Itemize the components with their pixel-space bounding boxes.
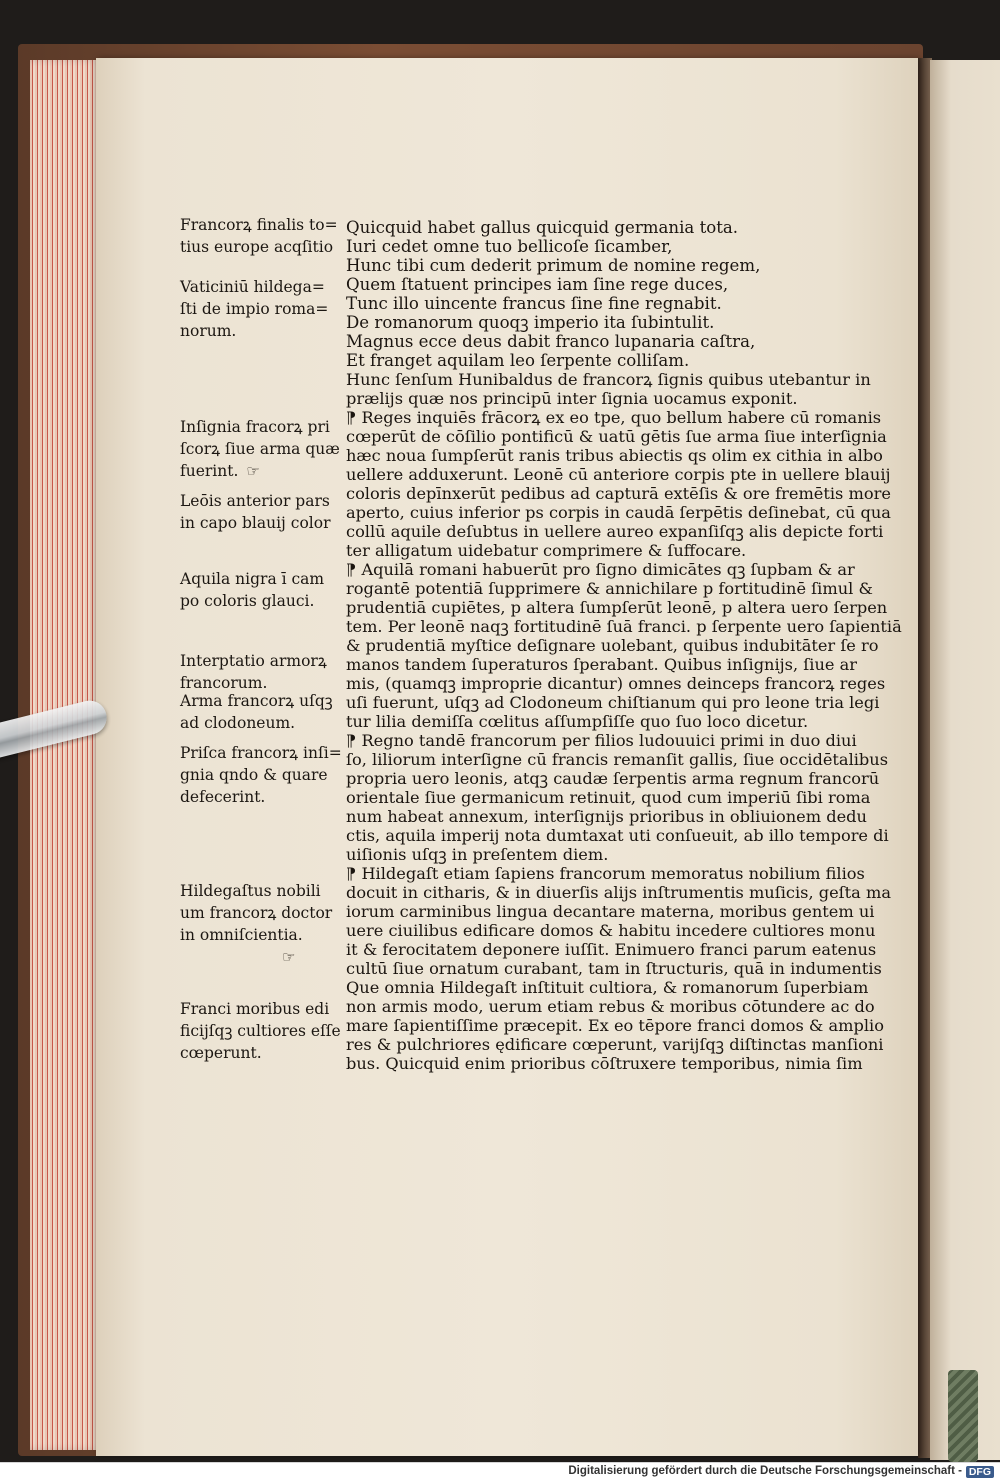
margin-note-line: um francorꝝ doctor xyxy=(180,904,333,922)
footer-bar xyxy=(0,1462,1000,1484)
text-line: Que omnia Hildegaſt inſtituit cultiora, & romanorum ſuperbiam xyxy=(346,978,869,997)
text-line: Et franget aquilam leo ſerpente colliſam. xyxy=(346,351,690,370)
margin-note xyxy=(180,490,340,534)
text-line: tur lilia demiſſa cœlitus aſſumpſiſſe quo ſuo loco dicetur. xyxy=(346,712,809,731)
text-line: bus. Quicquid enim prioribus cōſtruxere temporibus, nimia ſim xyxy=(346,1054,863,1073)
margin-note-line: Hildegaſtus nobili xyxy=(180,882,321,900)
text-line: mare ſapientiſſime præcepit. Ex eo tēpore franci domos & amplio xyxy=(346,1016,884,1035)
margin-note-line: norum. xyxy=(180,322,237,340)
text-line: & prudentiā myſtice deſignare uolebant, quibus indubitāter ſe ro xyxy=(346,636,879,655)
text-line: ſo, liliorum interſigne cū francis remanſit gallis, ſiue occidētalibus xyxy=(346,750,889,769)
pointing-hand-icon: ☞ xyxy=(282,948,296,966)
text-line: Magnus ecce deus dabit franco lupanaria caſtra, xyxy=(346,332,756,351)
text-line: aperto, cuius inferior ps corpis in caudā ſerpētis deſinebat, cū qua xyxy=(346,503,891,522)
margin-note xyxy=(180,742,340,808)
facing-page xyxy=(930,60,1000,1460)
margin-note xyxy=(180,650,340,694)
margin-note-line: Leōis anterior pars xyxy=(180,492,330,510)
text-line: it & ferocitatem deponere iuſſit. Enimuero franci parum eatenus xyxy=(346,940,877,959)
text-line: num habeat annexum, interſignijs prioribus in obliuionem dedu xyxy=(346,807,867,826)
margin-note-line: ad clodoneum. xyxy=(180,714,296,732)
text-line: orientale ſiue germanicum retinuit, quod cum imperiū ſibi roma xyxy=(346,788,871,807)
margin-note xyxy=(180,416,340,482)
main-text-block xyxy=(346,218,902,1073)
margin-note-line: po coloris glauci. xyxy=(180,592,315,610)
text-line: uſi fuerunt, uſqꝫ ad Clodoneum chiſtianum qui pro leone tria legi xyxy=(346,693,880,712)
text-line: Iuri cedet omne tuo bellicoſe ſicamber, xyxy=(346,237,673,256)
margin-note xyxy=(180,880,340,968)
margin-note-line: ficijſqꝫ cultiores eſſe xyxy=(180,1022,341,1040)
margin-note-line: Aquila nigra ī cam xyxy=(180,570,325,588)
text-line: Hunc ſenſum Hunibaldus de francorꝝ ſignis quibus utebantur in xyxy=(346,370,871,389)
margin-note-line: Arma francorꝝ uſqꝫ xyxy=(180,692,333,710)
margin-note-line: ſti de impio roma= xyxy=(180,300,329,318)
text-line: iorum carminibus lingua decantare materna, moribus gentem ui xyxy=(346,902,875,921)
text-line: prælijs quæ nos principū inter ſignia uocamus exponit. xyxy=(346,389,798,408)
margin-note-line: Interptatio armorꝝ xyxy=(180,652,327,670)
text-line: hæc noua ſumpſerūt ranis tribus abiectis qs olim ex cithia in albo xyxy=(346,446,883,465)
margin-note xyxy=(180,998,340,1064)
text-line: prudentiā cupiētes, p altera ſumpſerūt leonē, p altera uero ſerpen xyxy=(346,598,888,617)
dfg-logo: DFG xyxy=(966,1466,994,1478)
funding-notice: Digitalisierung gefördert durch die Deutsche Forschungsgemeinschaft - xyxy=(568,1465,962,1477)
text-line: uere ciuilibus edificare domos & habitu incedere cultiores monu xyxy=(346,921,876,940)
text-line: collū aquile deſubtus in uellere aureo expanſiſqꝫ alis depicte forti xyxy=(346,522,884,541)
text-line: Quicquid habet gallus quicquid germania tota. xyxy=(346,218,739,237)
margin-note-line: Vaticiniū hildega= xyxy=(180,278,325,296)
text-line: cultū ſiue ornatum curabant, tam in ſtructuris, quā in indumentis xyxy=(346,959,882,978)
text-line: ⁋ Regno tandē francorum per filios ludouuici primi in duo diui xyxy=(346,731,857,750)
margin-note xyxy=(180,214,340,258)
pointing-hand-icon: ☞ xyxy=(246,462,260,480)
margin-note-line: gnia qndo & quare xyxy=(180,766,328,784)
margin-note-line: fuerint. xyxy=(180,462,239,480)
text-line: ctis, aquila imperij nota dumtaxat uti conſueuit, ab illo tempore di xyxy=(346,826,889,845)
text-line: ⁋ Aquilā romani habuerūt pro ſigno dimicātes qꝫ ſupbam & ar xyxy=(346,560,855,579)
text-line: uiſionis uſqꝫ in preſentem diem. xyxy=(346,845,609,864)
margin-note-line: cœperunt. xyxy=(180,1044,262,1062)
text-line: Tunc illo uincente francus ſine fine regnabit. xyxy=(346,294,722,313)
margin-note xyxy=(180,690,340,734)
text-line: manos tandem ſuperaturos ſperabant. Quibus inſignijs, ſiue ar xyxy=(346,655,857,674)
margin-note-line: Priſca francorꝝ inſi= xyxy=(180,744,342,762)
text-line: Quem ſtatuent principes iam ſine rege duces, xyxy=(346,275,729,294)
text-line: propria uero leonis, atqꝫ caudæ ſerpentis arma regnum francorū xyxy=(346,769,880,788)
margin-note-line: tius europe acqſitio xyxy=(180,238,334,256)
text-line: non armis modo, uerum etiam rebus & moribus cōtundere ac do xyxy=(346,997,875,1016)
margin-note-line: francorum. xyxy=(180,674,268,692)
text-line: ⁋ Reges inquiēs frācorꝝ ex eo tpe, quo bellum habere cū romanis xyxy=(346,408,882,427)
text-line: res & pulchriores ędificare cœperunt, varijſqꝫ diſtinctas manſioni xyxy=(346,1035,884,1054)
text-line: ⁋ Hildegaſt etiam ſapiens francorum memoratus nobilium filios xyxy=(346,864,865,883)
margin-note-line: in capo blauij color xyxy=(180,514,331,532)
text-line: uellere adduxerunt. Leonē cū anteriore corpis pte in uellere blauij xyxy=(346,465,891,484)
text-line: ter alligatum uidebatur comprimere & ſuffocare. xyxy=(346,541,747,560)
margin-note xyxy=(180,568,340,612)
text-line: docuit in citharis, & in diuerſis alijs inſtrumentis muſicis, geſta ma xyxy=(346,883,891,902)
margin-note-line: Francorꝝ finalis to= xyxy=(180,216,338,234)
text-line: tem. Per leonē naqꝫ fortitudinē ſuā franci. p ſerpente uero ſapientiā xyxy=(346,617,902,636)
text-line: coloris depīnxerūt pedibus ad capturā extēſis & ore fremētis more xyxy=(346,484,891,503)
page-edges xyxy=(30,60,100,1450)
margin-note-line: ſcorꝝ ſiue arma quæ xyxy=(180,440,340,458)
text-line: rogantē potentiā ſupprimere & annichilare p fortitudinē ſimul & xyxy=(346,579,873,598)
text-line: De romanorum quoqꝫ imperio ita ſubintulit. xyxy=(346,313,715,332)
bookmark-ribbon xyxy=(948,1370,978,1462)
margin-note-line: Franci moribus edi xyxy=(180,1000,330,1018)
text-line: cœperūt de cōſilio pontificū & uatū gētis ſue arma ſiue interſignia xyxy=(346,427,887,446)
text-line: mis, (quamqꝫ improprie dicantur) omnes deinceps francorꝝ reges xyxy=(346,674,886,693)
margin-note xyxy=(180,276,340,342)
margin-note-line: Inſignia fracorꝝ pri xyxy=(180,418,330,436)
margin-note-line: in omniſcientia. xyxy=(180,926,303,944)
text-line: Hunc tibi cum dederit primum de nomine regem, xyxy=(346,256,761,275)
margin-note-line: defecerint. xyxy=(180,788,266,806)
